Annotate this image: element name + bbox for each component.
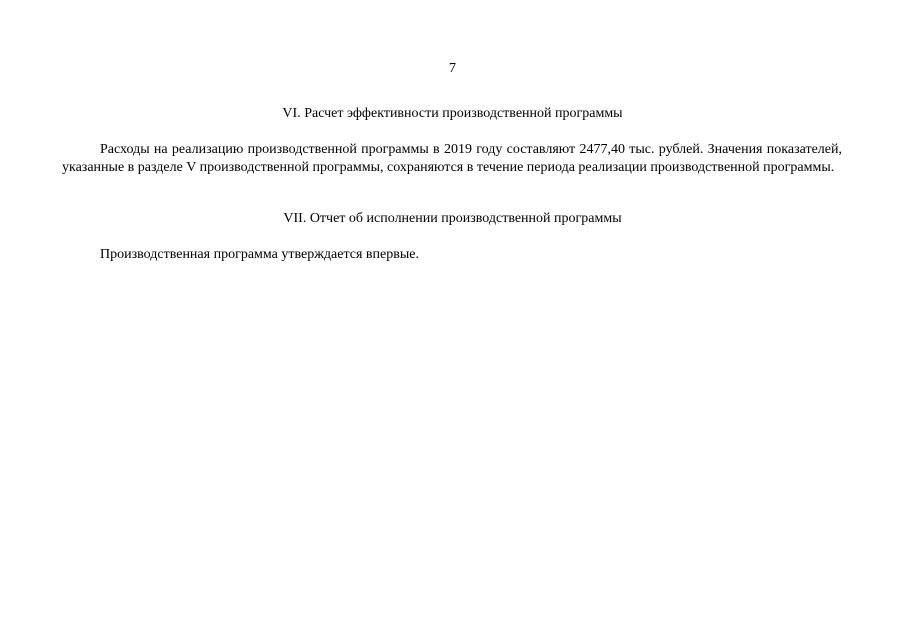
section-heading-efficiency: VI. Расчет эффективности производственной программы <box>282 106 623 121</box>
section-paragraph-report: Производственная программа утверждается впервые. <box>100 247 419 262</box>
section-heading-report: VII. Отчет об исполнении производственной программы <box>283 211 622 226</box>
section-paragraph-efficiency: Расходы на реализацию производственной программы в 2019 году составляют 2477,40 тыс. рублей. Значения показателей, указанные в разделе V производственной программы, сохраняются в течение периода реализации производственной программы. <box>62 142 842 175</box>
page-number: 7 <box>449 61 456 76</box>
